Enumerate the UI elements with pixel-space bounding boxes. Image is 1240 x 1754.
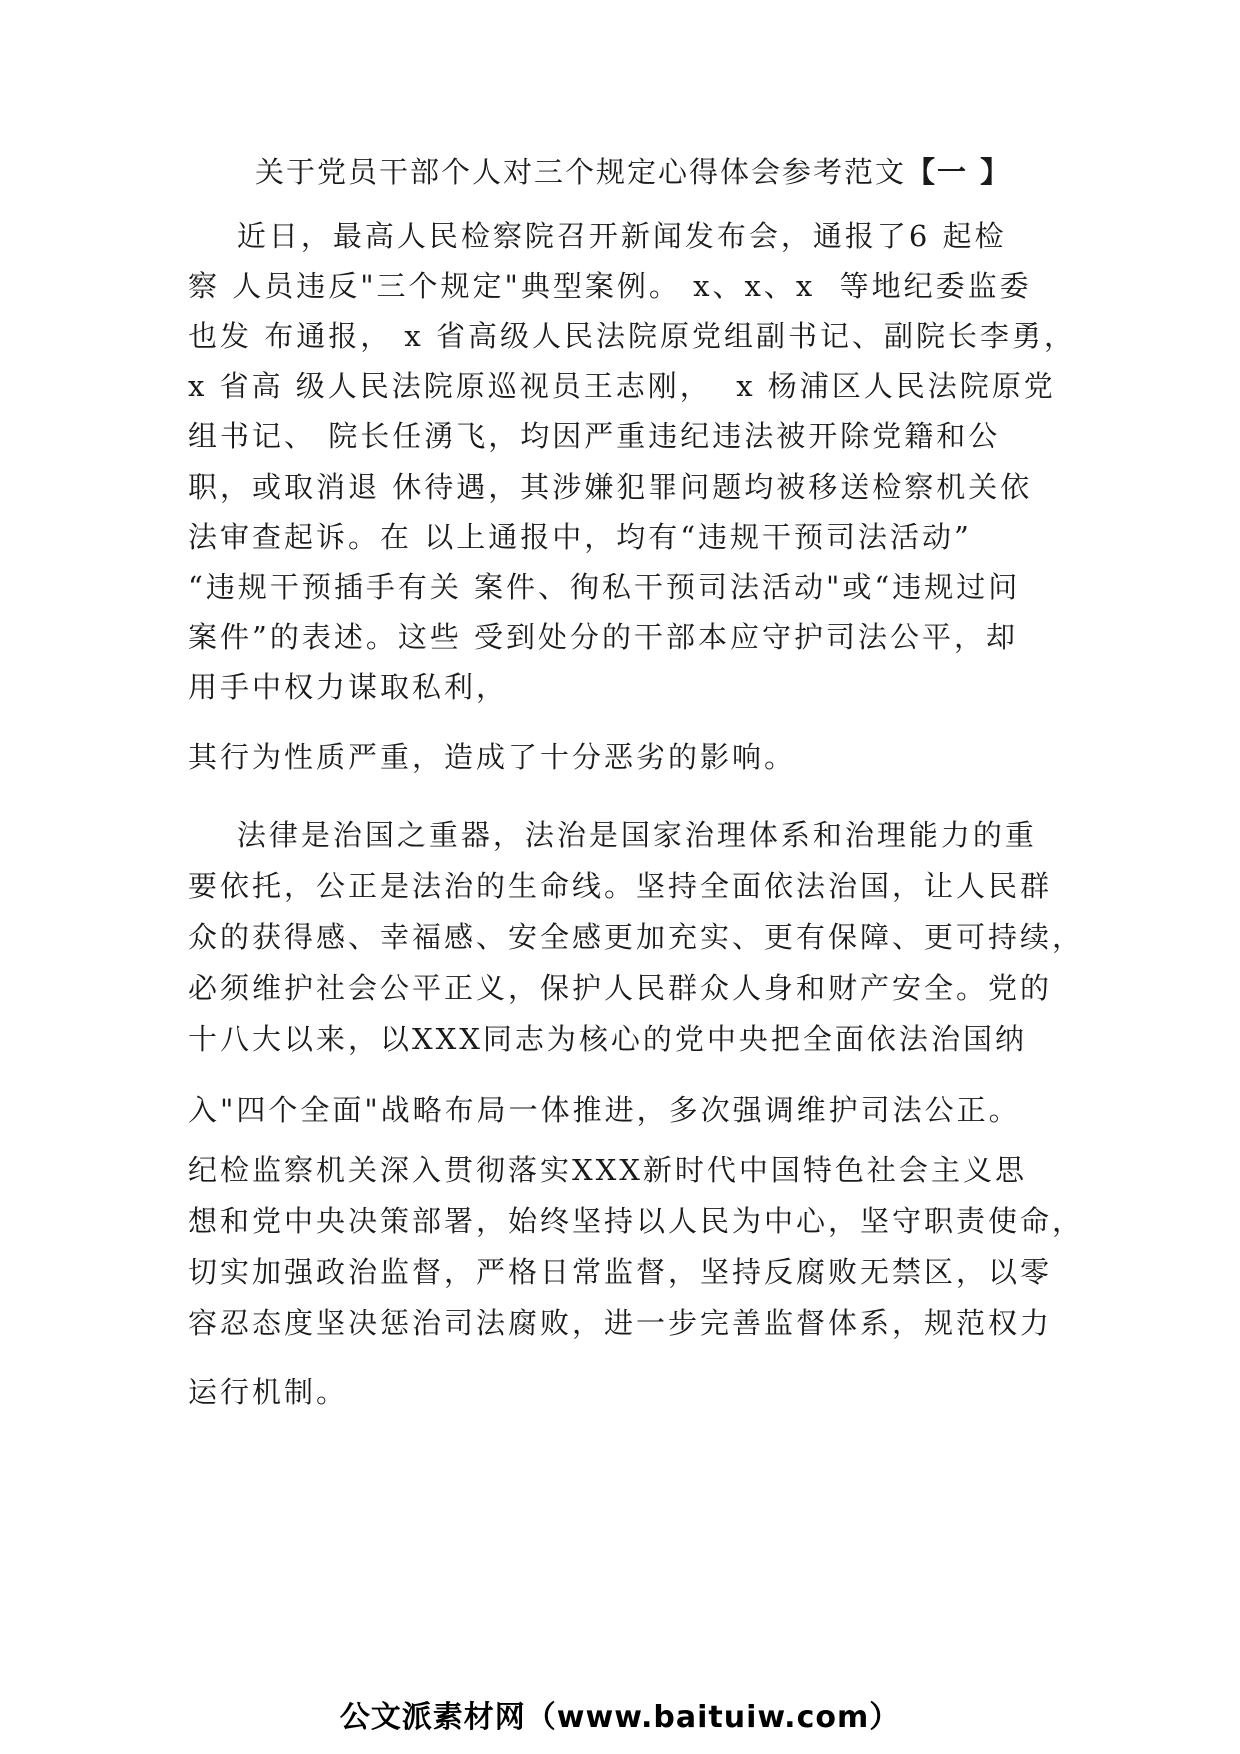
paragraph2-line-4: 必须维护社会公平正义，保护人民群众人身和财产安全。党的 bbox=[188, 971, 1053, 1005]
paragraph2-line-1: 法律是治国之重器，法治是国家治理体系和治理能力的重 bbox=[188, 818, 1037, 852]
paragraph1-line-5: 组书记、 院长任湧飞，均因严重违纪违法被开除党籍和公 bbox=[188, 419, 1001, 453]
paragraph2-line-3: 众的获得感、幸福感、安全感更加充实、更有保障、更可持续， bbox=[188, 920, 1085, 954]
paragraph1-line-2: 察 人员违反"三个规定"典型案例。 x、x、x 等地纪委监委 bbox=[188, 269, 1032, 303]
paragraph3-line-2: 纪检监察机关深入贯彻落实XXX新时代中国特色社会主义思 bbox=[188, 1153, 1027, 1187]
paragraph3-line-3: 想和党中央决策部署，始终坚持以人民为中心，坚守职责使命， bbox=[188, 1204, 1085, 1238]
document-title bbox=[255, 152, 1011, 192]
paragraph1-line-3: 也发 布通报， x 省高级人民法院原党组副书记、副院长李勇， bbox=[188, 319, 1077, 353]
paragraph1-line-9: 案件”的表述。这些 受到处分的干部本应守护司法公平，却 bbox=[188, 620, 1019, 654]
title-suffix: 【一 】 bbox=[906, 155, 1012, 189]
paragraph2-line-2: 要依托，公正是法治的生命线。坚持全面依法治国，让人民群 bbox=[188, 869, 1053, 903]
paragraph3-line-4: 切实加强政治监督，严格日常监督，坚持反腐败无禁区，以零 bbox=[188, 1255, 1053, 1289]
paragraph3-end-line: 运行机制。 bbox=[188, 1375, 349, 1409]
paragraph1-line-10: 用手中权力谋取私利， bbox=[188, 670, 509, 704]
paragraph1-line-6: 职，或取消退 休待遇，其涉嫌犯罪问题均被移送检察机关依 bbox=[188, 470, 1033, 504]
title-main: 关于党员干部个人对三个规定心得体会参考范文 bbox=[255, 155, 907, 189]
paragraph3-line-5: 容忍态度坚决惩治司法腐败，进一步完善监督体系，规范权力 bbox=[188, 1306, 1053, 1340]
paragraph1-line-7: 法审查起诉。在 以上通报中，均有“违规干预司法活动” bbox=[188, 520, 972, 554]
paragraph1-line-4: x 省高 级人民法院原巡视员王志刚， x 杨浦区人民法院原党 bbox=[188, 369, 1056, 403]
paragraph1-end-line: 其行为性质严重，造成了十分恶劣的影响。 bbox=[188, 740, 797, 774]
paragraph1-line-1: 近日，最高人民检察院召开新闻发布会，通报了6 起检 bbox=[188, 219, 1007, 253]
paragraph3-line-1: 入"四个全面"战略布局一体推进，多次强调维护司法公正。 bbox=[188, 1093, 1021, 1127]
paragraph2-line-5: 十八大以来，以XXX同志为核心的党中央把全面依法治国纳 bbox=[188, 1022, 1027, 1056]
paragraph1-line-8: “违规干预插手有关 案件、徇私干预司法活动"或“违规过问 bbox=[188, 570, 1021, 604]
footer-watermark: 公文派素材网（www.baituiw.com） bbox=[339, 1700, 901, 1735]
